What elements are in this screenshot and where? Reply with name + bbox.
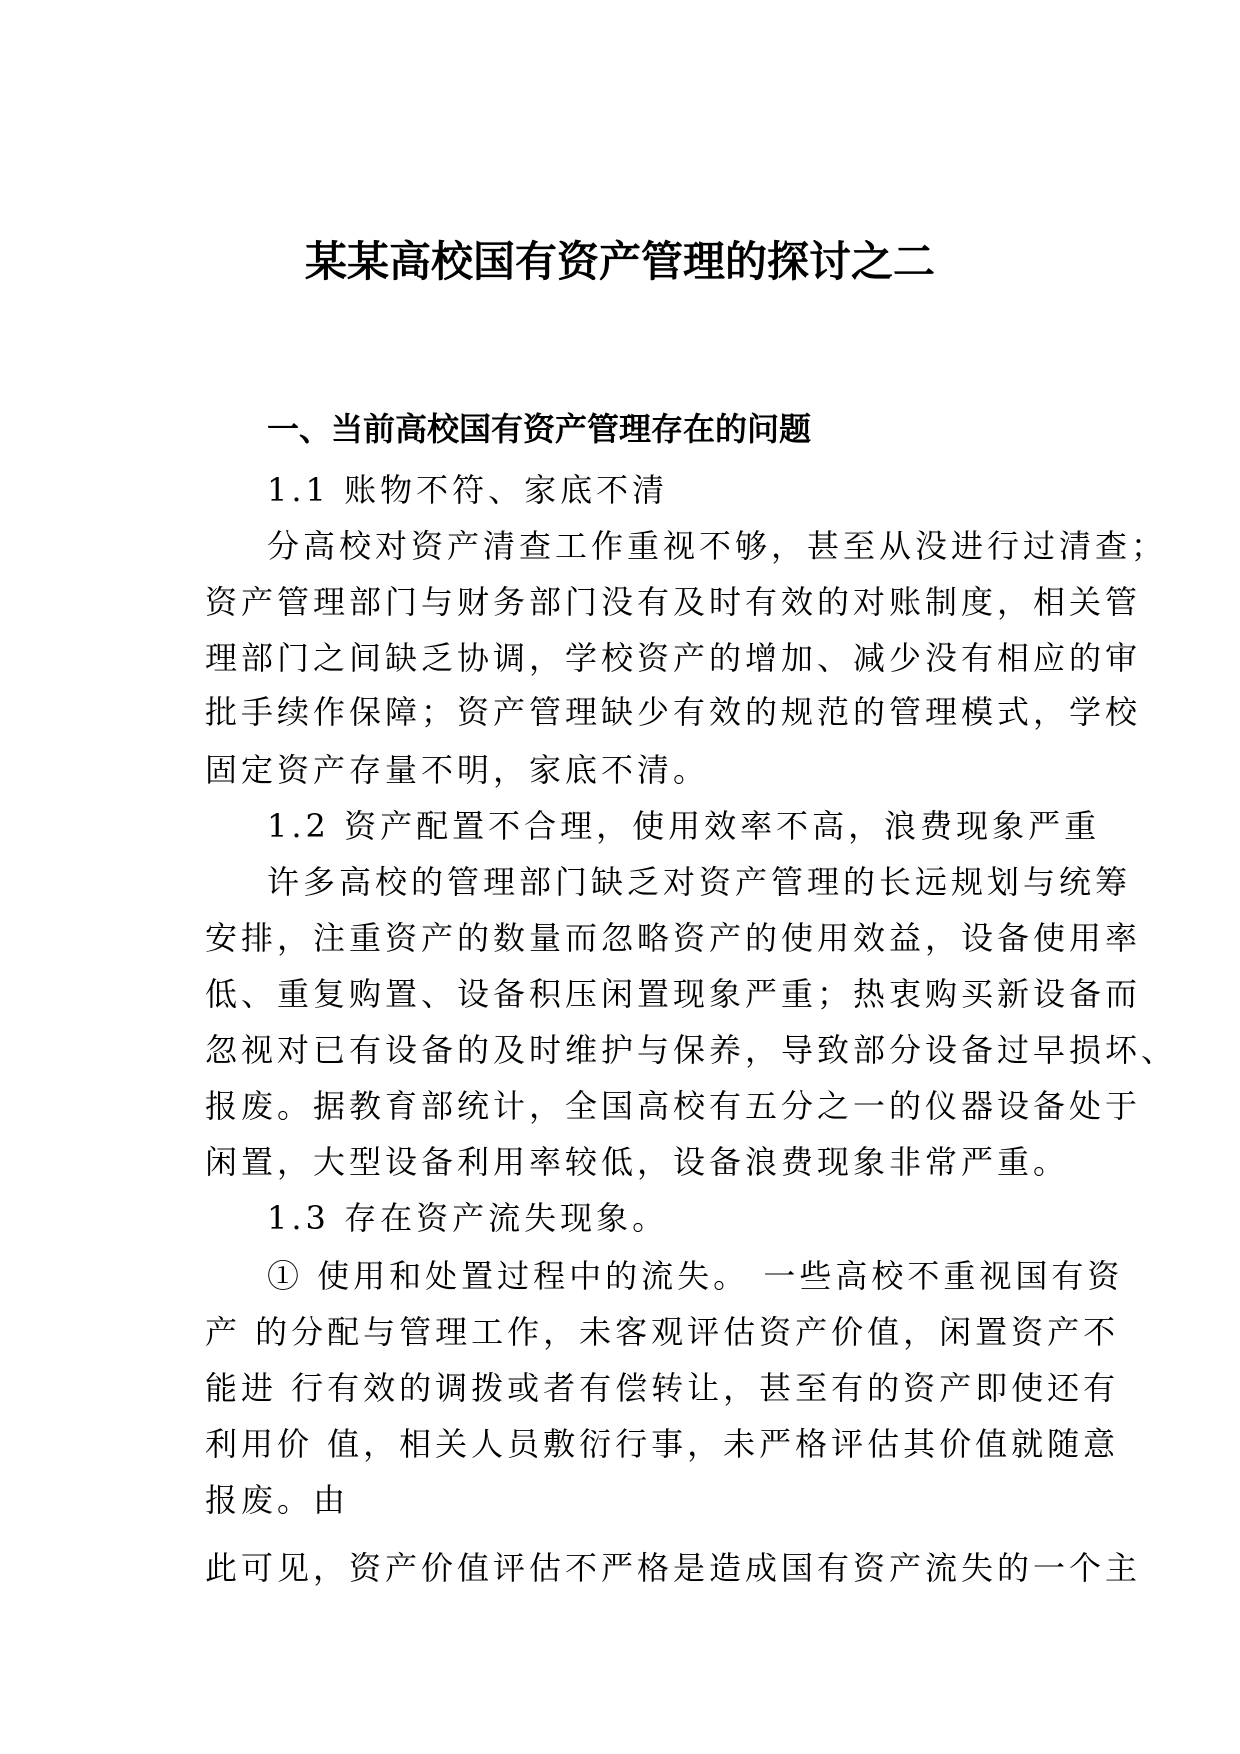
subheading-1-1: 1.1 账物不符、家底不清 (267, 471, 669, 509)
paragraph-line: 许多高校的管理部门缺乏对资产管理的长远规划与统筹 (267, 863, 1132, 901)
paragraph-line: 利用价 值，相关人员敷衍行事，未严格评估其价值就随意 (205, 1425, 1120, 1463)
paragraph-line: 产 的分配与管理工作，未客观评估资产价值，闲置资产不 (205, 1313, 1120, 1351)
paragraph-line: 理部门之间缺乏协调，学校资产的增加、减少没有相应的审 (205, 639, 1142, 677)
section-heading: 一、当前高校国有资产管理存在的问题 (267, 410, 812, 448)
paragraph-line: 固定资产存量不明，家底不清。 (205, 751, 710, 789)
paragraph-line: 报废。据教育部统计，全国高校有五分之一的仪器设备处于 (205, 1087, 1142, 1125)
paragraph-line: 报废。由 (205, 1481, 350, 1519)
document-title: 某某高校国有资产管理的探讨之二 (304, 237, 935, 286)
paragraph-line: 分高校对资产清查工作重视不够，甚至从没进行过清查； (267, 527, 1168, 565)
paragraph-line: 批手续作保障；资产管理缺少有效的规范的管理模式，学校 (205, 693, 1142, 731)
paragraph-line: 此可见，资产价值评估不严格是造成国有资产流失的一个主 (205, 1549, 1142, 1587)
paragraph-line: 忽视对已有设备的及时维护与保养，导致部分设备过早损坏、 (205, 1031, 1178, 1069)
paragraph-line: 低、重复购置、设备积压闲置现象严重；热衷购买新设备而 (205, 975, 1142, 1013)
paragraph-line: 资产管理部门与财务部门没有及时有效的对账制度，相关管 (205, 583, 1142, 621)
paragraph-line: 能进 行有效的调拨或者有偿转让，甚至有的资产即使还有 (205, 1369, 1120, 1407)
subheading-1-3: 1.3 存在资产流失现象。 (267, 1199, 669, 1237)
paragraph-line: 安排，注重资产的数量而忽略资产的使用效益，设备使用率 (205, 919, 1142, 957)
paragraph-line: 闲置，大型设备利用率较低，设备浪费现象非常严重。 (205, 1143, 1070, 1181)
subheading-1-2: 1.2 资产配置不合理，使用效率不高，浪费现象严重 (267, 807, 1101, 845)
paragraph-line: ① 使用和处置过程中的流失。 一些高校不重视国有资 (267, 1257, 1124, 1295)
